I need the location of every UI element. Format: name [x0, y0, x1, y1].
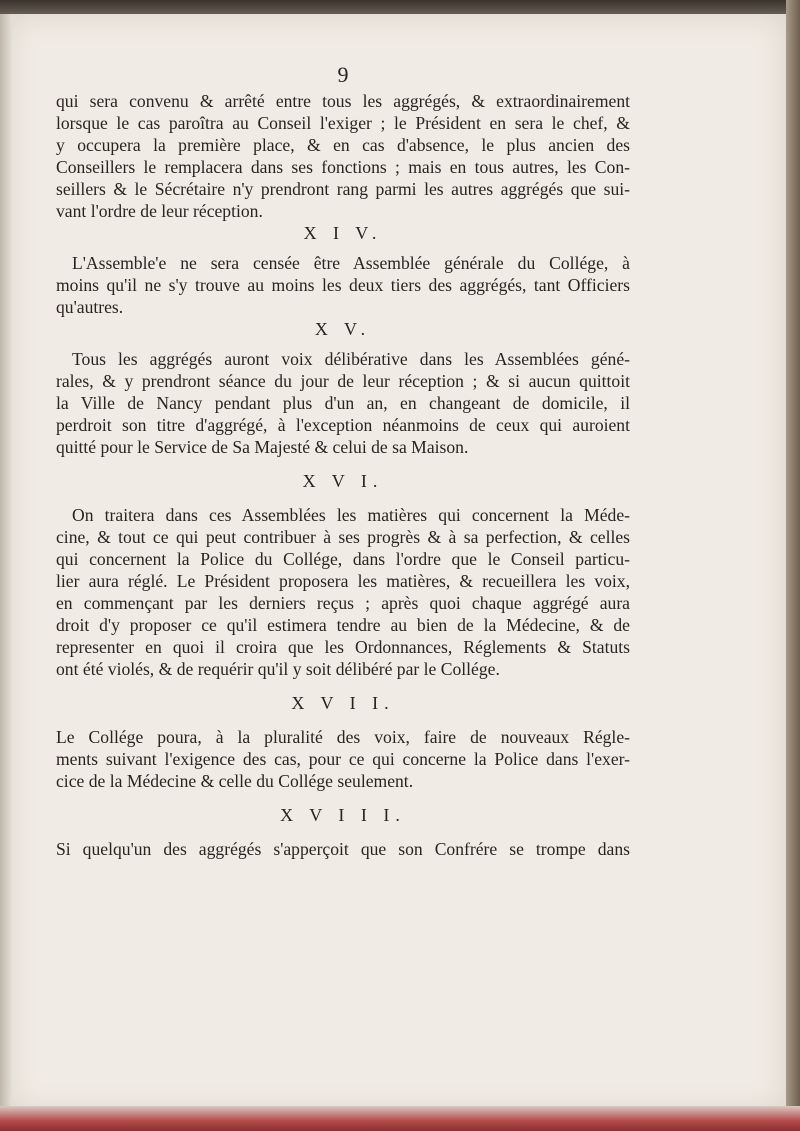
text-line: representer en quoi il croira que les Ordonnances, Réglements & Statuts: [56, 637, 630, 657]
article-paragraph: [56, 726, 630, 792]
article-heading: X V I I.: [291, 693, 395, 713]
text-line: qu'autres.: [56, 297, 124, 317]
article-heading: X I V.: [303, 223, 383, 243]
article-heading: X V I.: [302, 471, 384, 491]
text-line: rales, & y prendront séance du jour de leur réception ; & si aucun quittoit: [56, 371, 630, 391]
page-text: [56, 64, 630, 860]
text-line: ont été violés, & de requérir qu'il y soit délibéré par le Collége.: [56, 659, 500, 679]
text-line: Si quelqu'un des aggrégés s'apperçoit que son Confrére se trompe dans: [56, 839, 630, 859]
text-line: perdroit son titre d'aggrégé, à l'exception néanmoins de ceux qui auroient: [56, 415, 630, 435]
book-spine-edge: [786, 0, 800, 1131]
page-left-edge: [0, 14, 12, 1112]
text-line: la Ville de Nancy pendant plus d'un an, en changeant de domicile, il: [56, 393, 630, 413]
text-line: quitté pour le Service de Sa Majesté & celui de sa Maison.: [56, 437, 469, 457]
text-line: Le Collége poura, à la pluralité des voix, faire de nouveaux Régle-: [56, 727, 630, 747]
page-number: 9: [337, 62, 349, 87]
text-line: lier aura réglé. Le Président proposera les matières, & recueillera les voix,: [56, 571, 630, 591]
article-paragraph: [56, 252, 630, 318]
text-line: qui sera convenu & arrêté entre tous les aggrégés, & extraordinairement: [56, 91, 630, 111]
text-line: Conseillers le remplacera dans ses fonctions ; mais en tous autres, les Con-: [56, 157, 630, 177]
article-heading: X V.: [314, 319, 372, 339]
text-line: On traitera dans ces Assemblées les matières qui concernent la Méde-: [72, 505, 630, 525]
text-line: ments suivant l'exigence des cas, pour ce qui concerne la Police dans l'exer-: [56, 749, 630, 769]
article-heading: X V I I I.: [280, 805, 406, 825]
text-line: seillers & le Sécrétaire n'y prendront rang parmi les autres aggrégés que sui-: [56, 179, 630, 199]
book-bottom-edge: [0, 1106, 800, 1131]
text-line: moins qu'il ne s'y trouve au moins les deux tiers des aggrégés, tant Officiers: [56, 275, 630, 295]
text-line: cine, & tout ce qui peut contribuer à ses progrès & à sa perfection, & celles: [56, 527, 630, 547]
text-line: vant l'ordre de leur réception.: [56, 201, 263, 221]
text-line: Tous les aggrégés auront voix délibérative dans les Assemblées géné-: [72, 349, 630, 369]
text-line: droit d'y proposer ce qu'il estimera tendre au bien de la Médecine, & de: [56, 615, 630, 635]
text-line: en commençant par les derniers reçus ; après quoi chaque aggrégé aura: [56, 593, 630, 613]
intro-paragraph: [56, 90, 630, 222]
text-line: lorsque le cas paroîtra au Conseil l'exiger ; le Président en sera le chef, &: [56, 113, 630, 133]
text-line: cice de la Médecine & celle du Collége seulement.: [56, 771, 414, 791]
article-paragraph: [56, 348, 630, 458]
text-line: L'Assemble'e ne sera censée être Assemblée générale du Collége, à: [72, 253, 630, 273]
text-line: y occupera la première place, & en cas d'absence, le plus ancien des: [56, 135, 630, 155]
text-line: qui concernent la Police du Collége, dans l'ordre que le Conseil particu-: [56, 549, 630, 569]
article-paragraph: [56, 504, 630, 680]
article-paragraph: [56, 838, 630, 860]
